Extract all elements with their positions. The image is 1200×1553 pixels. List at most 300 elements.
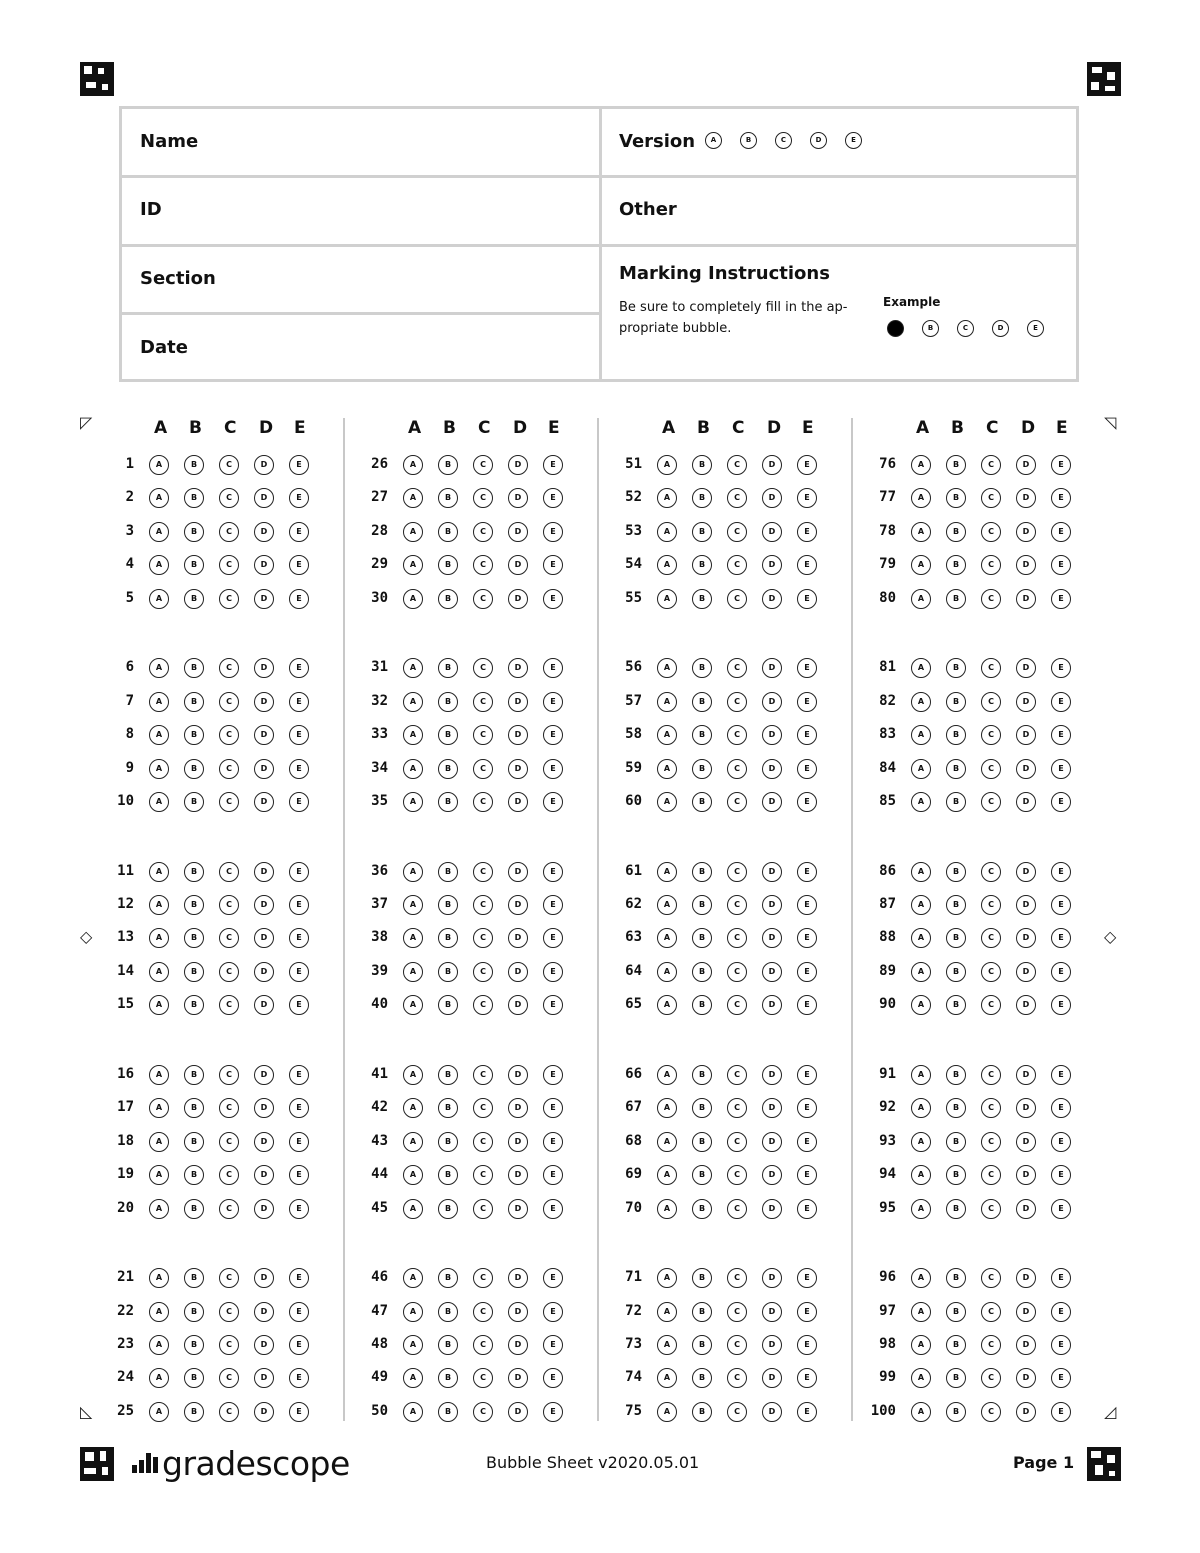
answer-bubble-53-d[interactable]: D bbox=[762, 522, 782, 542]
answer-bubble-86-c[interactable]: C bbox=[981, 862, 1001, 882]
answer-bubble-11-c[interactable]: C bbox=[219, 862, 239, 882]
answer-bubble-77-d[interactable]: D bbox=[1016, 488, 1036, 508]
answer-bubble-99-b[interactable]: B bbox=[946, 1368, 966, 1388]
answer-bubble-95-e[interactable]: E bbox=[1051, 1199, 1071, 1219]
answer-bubble-45-a[interactable]: A bbox=[403, 1199, 423, 1219]
answer-bubble-87-c[interactable]: C bbox=[981, 895, 1001, 915]
answer-bubble-89-d[interactable]: D bbox=[1016, 962, 1036, 982]
answer-bubble-23-d[interactable]: D bbox=[254, 1335, 274, 1355]
answer-bubble-60-a[interactable]: A bbox=[657, 792, 677, 812]
answer-bubble-6-e[interactable]: E bbox=[289, 658, 309, 678]
answer-bubble-8-c[interactable]: C bbox=[219, 725, 239, 745]
answer-bubble-93-b[interactable]: B bbox=[946, 1132, 966, 1152]
answer-bubble-9-d[interactable]: D bbox=[254, 759, 274, 779]
answer-bubble-98-e[interactable]: E bbox=[1051, 1335, 1071, 1355]
answer-bubble-85-e[interactable]: E bbox=[1051, 792, 1071, 812]
answer-bubble-16-a[interactable]: A bbox=[149, 1065, 169, 1085]
answer-bubble-31-a[interactable]: A bbox=[403, 658, 423, 678]
answer-bubble-41-d[interactable]: D bbox=[508, 1065, 528, 1085]
answer-bubble-64-a[interactable]: A bbox=[657, 962, 677, 982]
answer-bubble-79-c[interactable]: C bbox=[981, 555, 1001, 575]
answer-bubble-49-d[interactable]: D bbox=[508, 1368, 528, 1388]
answer-bubble-26-c[interactable]: C bbox=[473, 455, 493, 475]
answer-bubble-46-a[interactable]: A bbox=[403, 1268, 423, 1288]
answer-bubble-53-e[interactable]: E bbox=[797, 522, 817, 542]
answer-bubble-81-c[interactable]: C bbox=[981, 658, 1001, 678]
answer-bubble-13-c[interactable]: C bbox=[219, 928, 239, 948]
answer-bubble-21-d[interactable]: D bbox=[254, 1268, 274, 1288]
answer-bubble-75-c[interactable]: C bbox=[727, 1402, 747, 1422]
answer-bubble-82-e[interactable]: E bbox=[1051, 692, 1071, 712]
answer-bubble-59-c[interactable]: C bbox=[727, 759, 747, 779]
answer-bubble-91-a[interactable]: A bbox=[911, 1065, 931, 1085]
answer-bubble-40-b[interactable]: B bbox=[438, 995, 458, 1015]
answer-bubble-53-a[interactable]: A bbox=[657, 522, 677, 542]
answer-bubble-77-a[interactable]: A bbox=[911, 488, 931, 508]
answer-bubble-94-c[interactable]: C bbox=[981, 1165, 1001, 1185]
answer-bubble-34-e[interactable]: E bbox=[543, 759, 563, 779]
answer-bubble-24-e[interactable]: E bbox=[289, 1368, 309, 1388]
answer-bubble-95-a[interactable]: A bbox=[911, 1199, 931, 1219]
answer-bubble-4-c[interactable]: C bbox=[219, 555, 239, 575]
answer-bubble-11-e[interactable]: E bbox=[289, 862, 309, 882]
answer-bubble-22-b[interactable]: B bbox=[184, 1302, 204, 1322]
answer-bubble-27-c[interactable]: C bbox=[473, 488, 493, 508]
answer-bubble-74-d[interactable]: D bbox=[762, 1368, 782, 1388]
answer-bubble-35-d[interactable]: D bbox=[508, 792, 528, 812]
answer-bubble-37-d[interactable]: D bbox=[508, 895, 528, 915]
answer-bubble-17-a[interactable]: A bbox=[149, 1098, 169, 1118]
answer-bubble-47-d[interactable]: D bbox=[508, 1302, 528, 1322]
answer-bubble-7-b[interactable]: B bbox=[184, 692, 204, 712]
answer-bubble-71-a[interactable]: A bbox=[657, 1268, 677, 1288]
answer-bubble-6-c[interactable]: C bbox=[219, 658, 239, 678]
answer-bubble-4-e[interactable]: E bbox=[289, 555, 309, 575]
answer-bubble-77-e[interactable]: E bbox=[1051, 488, 1071, 508]
answer-bubble-60-d[interactable]: D bbox=[762, 792, 782, 812]
answer-bubble-20-a[interactable]: A bbox=[149, 1199, 169, 1219]
answer-bubble-75-d[interactable]: D bbox=[762, 1402, 782, 1422]
answer-bubble-2-a[interactable]: A bbox=[149, 488, 169, 508]
answer-bubble-31-b[interactable]: B bbox=[438, 658, 458, 678]
answer-bubble-20-c[interactable]: C bbox=[219, 1199, 239, 1219]
answer-bubble-5-c[interactable]: C bbox=[219, 589, 239, 609]
answer-bubble-6-d[interactable]: D bbox=[254, 658, 274, 678]
answer-bubble-26-a[interactable]: A bbox=[403, 455, 423, 475]
answer-bubble-35-a[interactable]: A bbox=[403, 792, 423, 812]
answer-bubble-57-c[interactable]: C bbox=[727, 692, 747, 712]
answer-bubble-62-c[interactable]: C bbox=[727, 895, 747, 915]
answer-bubble-25-b[interactable]: B bbox=[184, 1402, 204, 1422]
answer-bubble-84-d[interactable]: D bbox=[1016, 759, 1036, 779]
answer-bubble-54-c[interactable]: C bbox=[727, 555, 747, 575]
answer-bubble-89-c[interactable]: C bbox=[981, 962, 1001, 982]
answer-bubble-85-b[interactable]: B bbox=[946, 792, 966, 812]
answer-bubble-92-c[interactable]: C bbox=[981, 1098, 1001, 1118]
answer-bubble-61-a[interactable]: A bbox=[657, 862, 677, 882]
answer-bubble-36-c[interactable]: C bbox=[473, 862, 493, 882]
answer-bubble-8-d[interactable]: D bbox=[254, 725, 274, 745]
answer-bubble-24-d[interactable]: D bbox=[254, 1368, 274, 1388]
answer-bubble-67-e[interactable]: E bbox=[797, 1098, 817, 1118]
answer-bubble-81-a[interactable]: A bbox=[911, 658, 931, 678]
answer-bubble-95-d[interactable]: D bbox=[1016, 1199, 1036, 1219]
answer-bubble-22-c[interactable]: C bbox=[219, 1302, 239, 1322]
answer-bubble-76-c[interactable]: C bbox=[981, 455, 1001, 475]
answer-bubble-5-a[interactable]: A bbox=[149, 589, 169, 609]
answer-bubble-7-a[interactable]: A bbox=[149, 692, 169, 712]
answer-bubble-70-c[interactable]: C bbox=[727, 1199, 747, 1219]
answer-bubble-17-d[interactable]: D bbox=[254, 1098, 274, 1118]
answer-bubble-37-e[interactable]: E bbox=[543, 895, 563, 915]
answer-bubble-32-c[interactable]: C bbox=[473, 692, 493, 712]
answer-bubble-86-a[interactable]: A bbox=[911, 862, 931, 882]
answer-bubble-63-e[interactable]: E bbox=[797, 928, 817, 948]
answer-bubble-76-e[interactable]: E bbox=[1051, 455, 1071, 475]
answer-bubble-58-c[interactable]: C bbox=[727, 725, 747, 745]
answer-bubble-14-b[interactable]: B bbox=[184, 962, 204, 982]
answer-bubble-84-c[interactable]: C bbox=[981, 759, 1001, 779]
answer-bubble-16-e[interactable]: E bbox=[289, 1065, 309, 1085]
answer-bubble-33-d[interactable]: D bbox=[508, 725, 528, 745]
answer-bubble-16-c[interactable]: C bbox=[219, 1065, 239, 1085]
answer-bubble-31-d[interactable]: D bbox=[508, 658, 528, 678]
answer-bubble-84-e[interactable]: E bbox=[1051, 759, 1071, 779]
answer-bubble-48-a[interactable]: A bbox=[403, 1335, 423, 1355]
answer-bubble-96-a[interactable]: A bbox=[911, 1268, 931, 1288]
answer-bubble-17-b[interactable]: B bbox=[184, 1098, 204, 1118]
answer-bubble-18-d[interactable]: D bbox=[254, 1132, 274, 1152]
answer-bubble-16-b[interactable]: B bbox=[184, 1065, 204, 1085]
answer-bubble-38-c[interactable]: C bbox=[473, 928, 493, 948]
answer-bubble-88-e[interactable]: E bbox=[1051, 928, 1071, 948]
answer-bubble-96-b[interactable]: B bbox=[946, 1268, 966, 1288]
answer-bubble-26-d[interactable]: D bbox=[508, 455, 528, 475]
answer-bubble-76-d[interactable]: D bbox=[1016, 455, 1036, 475]
answer-bubble-8-a[interactable]: A bbox=[149, 725, 169, 745]
answer-bubble-29-c[interactable]: C bbox=[473, 555, 493, 575]
answer-bubble-20-e[interactable]: E bbox=[289, 1199, 309, 1219]
answer-bubble-100-c[interactable]: C bbox=[981, 1402, 1001, 1422]
answer-bubble-37-a[interactable]: A bbox=[403, 895, 423, 915]
answer-bubble-10-c[interactable]: C bbox=[219, 792, 239, 812]
answer-bubble-6-a[interactable]: A bbox=[149, 658, 169, 678]
answer-bubble-62-e[interactable]: E bbox=[797, 895, 817, 915]
answer-bubble-11-d[interactable]: D bbox=[254, 862, 274, 882]
answer-bubble-77-c[interactable]: C bbox=[981, 488, 1001, 508]
answer-bubble-56-d[interactable]: D bbox=[762, 658, 782, 678]
answer-bubble-62-d[interactable]: D bbox=[762, 895, 782, 915]
answer-bubble-54-e[interactable]: E bbox=[797, 555, 817, 575]
answer-bubble-89-b[interactable]: B bbox=[946, 962, 966, 982]
answer-bubble-31-e[interactable]: E bbox=[543, 658, 563, 678]
answer-bubble-80-e[interactable]: E bbox=[1051, 589, 1071, 609]
answer-bubble-90-d[interactable]: D bbox=[1016, 995, 1036, 1015]
answer-bubble-39-e[interactable]: E bbox=[543, 962, 563, 982]
answer-bubble-45-b[interactable]: B bbox=[438, 1199, 458, 1219]
answer-bubble-71-d[interactable]: D bbox=[762, 1268, 782, 1288]
answer-bubble-21-c[interactable]: C bbox=[219, 1268, 239, 1288]
answer-bubble-87-d[interactable]: D bbox=[1016, 895, 1036, 915]
version-bubble-c[interactable]: C bbox=[775, 132, 792, 149]
answer-bubble-65-b[interactable]: B bbox=[692, 995, 712, 1015]
answer-bubble-38-e[interactable]: E bbox=[543, 928, 563, 948]
answer-bubble-93-e[interactable]: E bbox=[1051, 1132, 1071, 1152]
answer-bubble-36-e[interactable]: E bbox=[543, 862, 563, 882]
answer-bubble-65-a[interactable]: A bbox=[657, 995, 677, 1015]
answer-bubble-63-a[interactable]: A bbox=[657, 928, 677, 948]
answer-bubble-32-e[interactable]: E bbox=[543, 692, 563, 712]
answer-bubble-70-d[interactable]: D bbox=[762, 1199, 782, 1219]
answer-bubble-15-e[interactable]: E bbox=[289, 995, 309, 1015]
answer-bubble-83-a[interactable]: A bbox=[911, 725, 931, 745]
answer-bubble-9-a[interactable]: A bbox=[149, 759, 169, 779]
answer-bubble-74-c[interactable]: C bbox=[727, 1368, 747, 1388]
answer-bubble-92-a[interactable]: A bbox=[911, 1098, 931, 1118]
answer-bubble-78-c[interactable]: C bbox=[981, 522, 1001, 542]
answer-bubble-40-a[interactable]: A bbox=[403, 995, 423, 1015]
answer-bubble-97-d[interactable]: D bbox=[1016, 1302, 1036, 1322]
answer-bubble-96-e[interactable]: E bbox=[1051, 1268, 1071, 1288]
answer-bubble-72-c[interactable]: C bbox=[727, 1302, 747, 1322]
answer-bubble-41-e[interactable]: E bbox=[543, 1065, 563, 1085]
answer-bubble-60-b[interactable]: B bbox=[692, 792, 712, 812]
answer-bubble-69-a[interactable]: A bbox=[657, 1165, 677, 1185]
answer-bubble-98-a[interactable]: A bbox=[911, 1335, 931, 1355]
answer-bubble-29-d[interactable]: D bbox=[508, 555, 528, 575]
answer-bubble-65-d[interactable]: D bbox=[762, 995, 782, 1015]
answer-bubble-52-b[interactable]: B bbox=[692, 488, 712, 508]
answer-bubble-80-c[interactable]: C bbox=[981, 589, 1001, 609]
answer-bubble-61-e[interactable]: E bbox=[797, 862, 817, 882]
answer-bubble-40-d[interactable]: D bbox=[508, 995, 528, 1015]
answer-bubble-74-e[interactable]: E bbox=[797, 1368, 817, 1388]
answer-bubble-2-e[interactable]: E bbox=[289, 488, 309, 508]
answer-bubble-45-e[interactable]: E bbox=[543, 1199, 563, 1219]
answer-bubble-90-c[interactable]: C bbox=[981, 995, 1001, 1015]
answer-bubble-61-c[interactable]: C bbox=[727, 862, 747, 882]
answer-bubble-10-b[interactable]: B bbox=[184, 792, 204, 812]
answer-bubble-90-b[interactable]: B bbox=[946, 995, 966, 1015]
answer-bubble-64-e[interactable]: E bbox=[797, 962, 817, 982]
answer-bubble-44-d[interactable]: D bbox=[508, 1165, 528, 1185]
answer-bubble-97-a[interactable]: A bbox=[911, 1302, 931, 1322]
answer-bubble-42-e[interactable]: E bbox=[543, 1098, 563, 1118]
answer-bubble-42-a[interactable]: A bbox=[403, 1098, 423, 1118]
answer-bubble-32-d[interactable]: D bbox=[508, 692, 528, 712]
answer-bubble-67-c[interactable]: C bbox=[727, 1098, 747, 1118]
answer-bubble-68-e[interactable]: E bbox=[797, 1132, 817, 1152]
answer-bubble-80-a[interactable]: A bbox=[911, 589, 931, 609]
answer-bubble-36-a[interactable]: A bbox=[403, 862, 423, 882]
answer-bubble-81-e[interactable]: E bbox=[1051, 658, 1071, 678]
answer-bubble-73-e[interactable]: E bbox=[797, 1335, 817, 1355]
answer-bubble-83-d[interactable]: D bbox=[1016, 725, 1036, 745]
answer-bubble-30-c[interactable]: C bbox=[473, 589, 493, 609]
answer-bubble-25-e[interactable]: E bbox=[289, 1402, 309, 1422]
answer-bubble-79-a[interactable]: A bbox=[911, 555, 931, 575]
answer-bubble-32-b[interactable]: B bbox=[438, 692, 458, 712]
answer-bubble-18-c[interactable]: C bbox=[219, 1132, 239, 1152]
answer-bubble-82-a[interactable]: A bbox=[911, 692, 931, 712]
answer-bubble-57-e[interactable]: E bbox=[797, 692, 817, 712]
answer-bubble-9-c[interactable]: C bbox=[219, 759, 239, 779]
answer-bubble-88-a[interactable]: A bbox=[911, 928, 931, 948]
answer-bubble-41-b[interactable]: B bbox=[438, 1065, 458, 1085]
answer-bubble-7-e[interactable]: E bbox=[289, 692, 309, 712]
answer-bubble-28-d[interactable]: D bbox=[508, 522, 528, 542]
answer-bubble-30-b[interactable]: B bbox=[438, 589, 458, 609]
answer-bubble-37-c[interactable]: C bbox=[473, 895, 493, 915]
answer-bubble-59-b[interactable]: B bbox=[692, 759, 712, 779]
answer-bubble-32-a[interactable]: A bbox=[403, 692, 423, 712]
answer-bubble-42-d[interactable]: D bbox=[508, 1098, 528, 1118]
answer-bubble-78-e[interactable]: E bbox=[1051, 522, 1071, 542]
answer-bubble-75-a[interactable]: A bbox=[657, 1402, 677, 1422]
answer-bubble-97-e[interactable]: E bbox=[1051, 1302, 1071, 1322]
answer-bubble-23-e[interactable]: E bbox=[289, 1335, 309, 1355]
answer-bubble-96-c[interactable]: C bbox=[981, 1268, 1001, 1288]
answer-bubble-55-c[interactable]: C bbox=[727, 589, 747, 609]
answer-bubble-20-d[interactable]: D bbox=[254, 1199, 274, 1219]
answer-bubble-10-e[interactable]: E bbox=[289, 792, 309, 812]
answer-bubble-76-b[interactable]: B bbox=[946, 455, 966, 475]
answer-bubble-47-b[interactable]: B bbox=[438, 1302, 458, 1322]
answer-bubble-50-e[interactable]: E bbox=[543, 1402, 563, 1422]
answer-bubble-65-e[interactable]: E bbox=[797, 995, 817, 1015]
answer-bubble-29-a[interactable]: A bbox=[403, 555, 423, 575]
answer-bubble-3-c[interactable]: C bbox=[219, 522, 239, 542]
answer-bubble-80-b[interactable]: B bbox=[946, 589, 966, 609]
answer-bubble-72-e[interactable]: E bbox=[797, 1302, 817, 1322]
answer-bubble-34-d[interactable]: D bbox=[508, 759, 528, 779]
answer-bubble-88-d[interactable]: D bbox=[1016, 928, 1036, 948]
answer-bubble-44-b[interactable]: B bbox=[438, 1165, 458, 1185]
answer-bubble-86-e[interactable]: E bbox=[1051, 862, 1071, 882]
answer-bubble-15-d[interactable]: D bbox=[254, 995, 274, 1015]
answer-bubble-51-c[interactable]: C bbox=[727, 455, 747, 475]
answer-bubble-73-d[interactable]: D bbox=[762, 1335, 782, 1355]
answer-bubble-97-c[interactable]: C bbox=[981, 1302, 1001, 1322]
answer-bubble-44-a[interactable]: A bbox=[403, 1165, 423, 1185]
answer-bubble-59-e[interactable]: E bbox=[797, 759, 817, 779]
answer-bubble-60-c[interactable]: C bbox=[727, 792, 747, 812]
answer-bubble-13-e[interactable]: E bbox=[289, 928, 309, 948]
answer-bubble-10-d[interactable]: D bbox=[254, 792, 274, 812]
answer-bubble-94-d[interactable]: D bbox=[1016, 1165, 1036, 1185]
answer-bubble-55-b[interactable]: B bbox=[692, 589, 712, 609]
answer-bubble-3-b[interactable]: B bbox=[184, 522, 204, 542]
answer-bubble-27-a[interactable]: A bbox=[403, 488, 423, 508]
answer-bubble-24-a[interactable]: A bbox=[149, 1368, 169, 1388]
answer-bubble-28-b[interactable]: B bbox=[438, 522, 458, 542]
answer-bubble-57-b[interactable]: B bbox=[692, 692, 712, 712]
answer-bubble-49-a[interactable]: A bbox=[403, 1368, 423, 1388]
answer-bubble-47-a[interactable]: A bbox=[403, 1302, 423, 1322]
answer-bubble-93-a[interactable]: A bbox=[911, 1132, 931, 1152]
answer-bubble-21-e[interactable]: E bbox=[289, 1268, 309, 1288]
answer-bubble-99-d[interactable]: D bbox=[1016, 1368, 1036, 1388]
answer-bubble-62-a[interactable]: A bbox=[657, 895, 677, 915]
version-bubble-e[interactable]: E bbox=[845, 132, 862, 149]
answer-bubble-67-b[interactable]: B bbox=[692, 1098, 712, 1118]
answer-bubble-2-c[interactable]: C bbox=[219, 488, 239, 508]
answer-bubble-5-d[interactable]: D bbox=[254, 589, 274, 609]
answer-bubble-17-e[interactable]: E bbox=[289, 1098, 309, 1118]
answer-bubble-12-a[interactable]: A bbox=[149, 895, 169, 915]
answer-bubble-30-a[interactable]: A bbox=[403, 589, 423, 609]
answer-bubble-49-b[interactable]: B bbox=[438, 1368, 458, 1388]
answer-bubble-12-d[interactable]: D bbox=[254, 895, 274, 915]
answer-bubble-74-a[interactable]: A bbox=[657, 1368, 677, 1388]
answer-bubble-57-a[interactable]: A bbox=[657, 692, 677, 712]
answer-bubble-83-e[interactable]: E bbox=[1051, 725, 1071, 745]
answer-bubble-71-e[interactable]: E bbox=[797, 1268, 817, 1288]
answer-bubble-39-d[interactable]: D bbox=[508, 962, 528, 982]
answer-bubble-79-b[interactable]: B bbox=[946, 555, 966, 575]
answer-bubble-19-a[interactable]: A bbox=[149, 1165, 169, 1185]
answer-bubble-83-b[interactable]: B bbox=[946, 725, 966, 745]
answer-bubble-21-b[interactable]: B bbox=[184, 1268, 204, 1288]
answer-bubble-38-a[interactable]: A bbox=[403, 928, 423, 948]
answer-bubble-15-b[interactable]: B bbox=[184, 995, 204, 1015]
answer-bubble-89-e[interactable]: E bbox=[1051, 962, 1071, 982]
answer-bubble-91-d[interactable]: D bbox=[1016, 1065, 1036, 1085]
answer-bubble-70-e[interactable]: E bbox=[797, 1199, 817, 1219]
answer-bubble-51-e[interactable]: E bbox=[797, 455, 817, 475]
answer-bubble-13-b[interactable]: B bbox=[184, 928, 204, 948]
answer-bubble-46-d[interactable]: D bbox=[508, 1268, 528, 1288]
answer-bubble-42-b[interactable]: B bbox=[438, 1098, 458, 1118]
answer-bubble-50-d[interactable]: D bbox=[508, 1402, 528, 1422]
answer-bubble-93-d[interactable]: D bbox=[1016, 1132, 1036, 1152]
answer-bubble-89-a[interactable]: A bbox=[911, 962, 931, 982]
answer-bubble-77-b[interactable]: B bbox=[946, 488, 966, 508]
answer-bubble-65-c[interactable]: C bbox=[727, 995, 747, 1015]
answer-bubble-92-b[interactable]: B bbox=[946, 1098, 966, 1118]
answer-bubble-15-a[interactable]: A bbox=[149, 995, 169, 1015]
answer-bubble-1-a[interactable]: A bbox=[149, 455, 169, 475]
answer-bubble-98-b[interactable]: B bbox=[946, 1335, 966, 1355]
answer-bubble-100-d[interactable]: D bbox=[1016, 1402, 1036, 1422]
answer-bubble-12-b[interactable]: B bbox=[184, 895, 204, 915]
answer-bubble-78-d[interactable]: D bbox=[1016, 522, 1036, 542]
answer-bubble-90-e[interactable]: E bbox=[1051, 995, 1071, 1015]
answer-bubble-58-e[interactable]: E bbox=[797, 725, 817, 745]
answer-bubble-25-c[interactable]: C bbox=[219, 1402, 239, 1422]
answer-bubble-33-e[interactable]: E bbox=[543, 725, 563, 745]
answer-bubble-5-e[interactable]: E bbox=[289, 589, 309, 609]
answer-bubble-93-c[interactable]: C bbox=[981, 1132, 1001, 1152]
answer-bubble-99-c[interactable]: C bbox=[981, 1368, 1001, 1388]
answer-bubble-46-c[interactable]: C bbox=[473, 1268, 493, 1288]
answer-bubble-22-a[interactable]: A bbox=[149, 1302, 169, 1322]
answer-bubble-85-a[interactable]: A bbox=[911, 792, 931, 812]
answer-bubble-3-a[interactable]: A bbox=[149, 522, 169, 542]
answer-bubble-78-b[interactable]: B bbox=[946, 522, 966, 542]
answer-bubble-56-b[interactable]: B bbox=[692, 658, 712, 678]
answer-bubble-83-c[interactable]: C bbox=[981, 725, 1001, 745]
answer-bubble-79-d[interactable]: D bbox=[1016, 555, 1036, 575]
answer-bubble-54-d[interactable]: D bbox=[762, 555, 782, 575]
answer-bubble-49-e[interactable]: E bbox=[543, 1368, 563, 1388]
answer-bubble-27-b[interactable]: B bbox=[438, 488, 458, 508]
answer-bubble-2-d[interactable]: D bbox=[254, 488, 274, 508]
answer-bubble-42-c[interactable]: C bbox=[473, 1098, 493, 1118]
answer-bubble-75-e[interactable]: E bbox=[797, 1402, 817, 1422]
answer-bubble-76-a[interactable]: A bbox=[911, 455, 931, 475]
answer-bubble-63-d[interactable]: D bbox=[762, 928, 782, 948]
